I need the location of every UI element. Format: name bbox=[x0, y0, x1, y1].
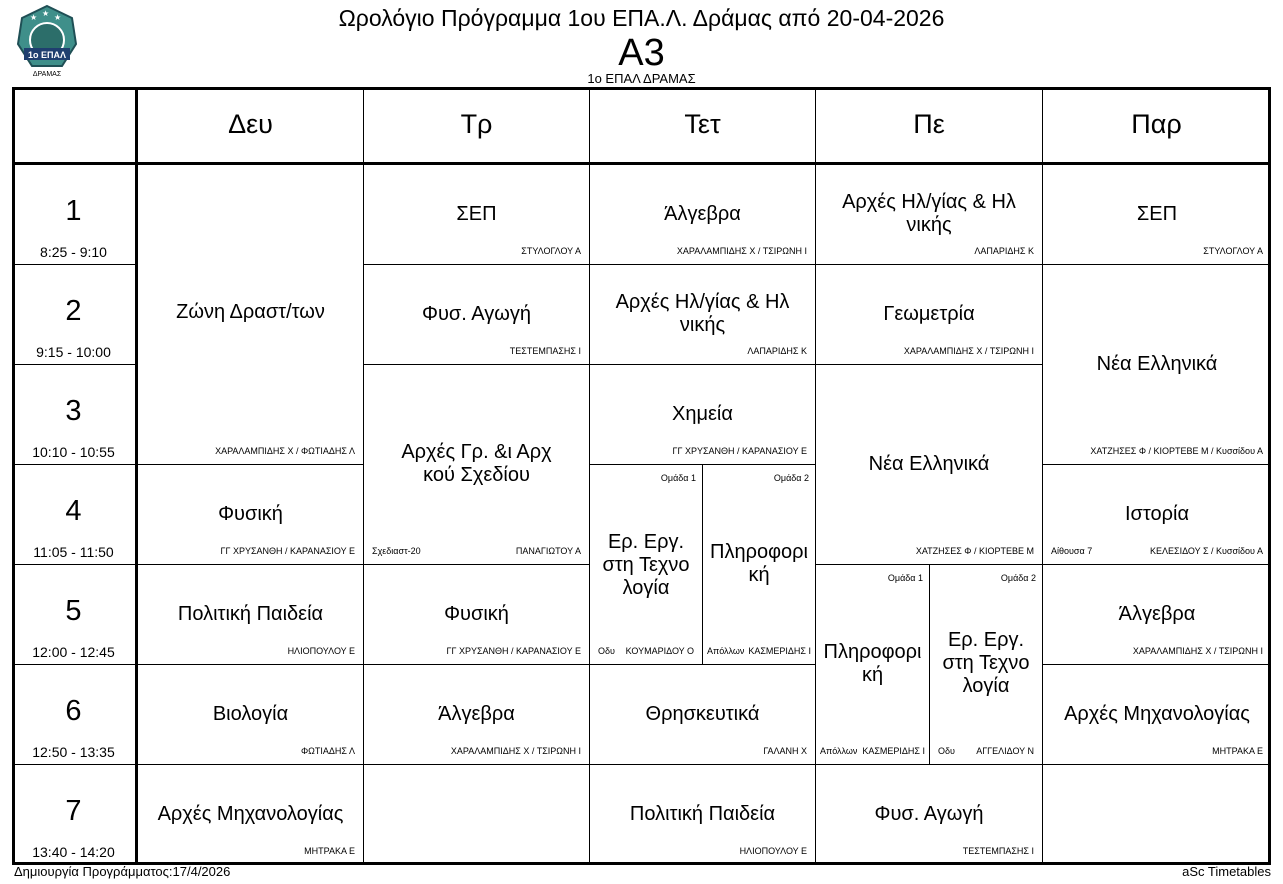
lesson-cell bbox=[364, 365, 590, 565]
timetable-grid bbox=[12, 87, 1271, 865]
lesson-teacher: ΧΑΤΖΗΣΕΣ Φ / ΚΙΟΡΤΕΒΕ Μ / Κυσσίδου Α bbox=[1090, 446, 1263, 456]
lesson-cell bbox=[364, 665, 590, 765]
lesson-subject: Φυσική bbox=[444, 603, 509, 625]
lesson-room: Οδυ bbox=[938, 746, 955, 756]
lesson-cell bbox=[138, 165, 364, 465]
lesson-teacher: ΛΑΠΑΡΙΔΗΣ Κ bbox=[747, 346, 807, 356]
lesson-subject: Φυσική bbox=[218, 503, 283, 525]
logo-text: 1ο ΕΠΑΛ bbox=[27, 50, 67, 60]
lesson-cell bbox=[590, 165, 816, 265]
lesson-subject: Βιολογία bbox=[212, 703, 289, 725]
day-header-wed: Τετ bbox=[590, 87, 816, 165]
lesson-cell bbox=[364, 165, 590, 265]
school-name: 1ο ΕΠΑΛ ΔΡΑΜΑΣ bbox=[587, 71, 696, 86]
lesson-teacher: ΣΤΥΛΟΓΛΟΥ Α bbox=[1203, 246, 1263, 256]
period-number: 2 bbox=[65, 295, 82, 327]
lesson-teacher: ΧΑΡΑΛΑΜΠΙΔΗΣ Χ / ΤΣΙΡΩΝΗ Ι bbox=[676, 246, 807, 256]
lesson-subject: Αρχές Μηχανολογίας bbox=[1064, 703, 1250, 725]
lesson-subject: Άλγεβρα bbox=[664, 203, 741, 225]
lesson-teacher: ΧΑΤΖΗΣΕΣ Φ / ΚΙΟΡΤΕΒΕ Μ bbox=[915, 546, 1034, 556]
day-header-tue: Τρ bbox=[364, 87, 590, 165]
lesson-teacher: ΧΑΡΑΛΑΜΠΙΔΗΣ Χ / ΤΣΙΡΩΝΗ Ι bbox=[450, 746, 581, 756]
created-date: Δημιουργία Προγράμματος:17/4/2026 bbox=[14, 864, 231, 879]
class-name: Α3 bbox=[618, 32, 665, 74]
lesson-teacher: ΛΑΠΑΡΙΔΗΣ Κ bbox=[974, 246, 1034, 256]
period-number: 6 bbox=[65, 695, 82, 727]
lesson-room: Απόλλων bbox=[820, 746, 858, 756]
lesson-cell bbox=[816, 765, 1043, 865]
lesson-subject: ΣΕΠ bbox=[456, 203, 497, 225]
lesson-subject: Νέα Ελληνικά bbox=[868, 453, 990, 475]
lesson-subject: Αρχές Ηλ/γίας & Ηλ νικής bbox=[615, 291, 790, 336]
lesson-teacher: ΚΑΣΜΕΡΙΔΗΣ Ι bbox=[748, 646, 811, 656]
period-2 bbox=[12, 265, 138, 365]
lesson-cell bbox=[1043, 265, 1271, 465]
lesson-cell bbox=[1043, 665, 1271, 765]
lesson-cell bbox=[1043, 565, 1271, 665]
lesson-teacher: ΜΗΤΡΑΚΑ Ε bbox=[1212, 746, 1263, 756]
period-time: 11:05 - 11:50 bbox=[33, 544, 114, 560]
logo-subtext: ΔΡΑΜΑΣ bbox=[32, 71, 62, 78]
day-header-thu: Πε bbox=[816, 87, 1043, 165]
page-title: Ωρολόγιο Πρόγραμμα 1ου ΕΠΑ.Λ. Δράμας από 20-04-2026 bbox=[338, 5, 945, 31]
lesson-cell bbox=[138, 465, 364, 565]
period-number: 4 bbox=[65, 495, 82, 527]
period-4 bbox=[12, 465, 138, 565]
lesson-cell bbox=[590, 265, 816, 365]
lesson-cell bbox=[590, 365, 816, 465]
group-label: Ομάδα 2 bbox=[1000, 573, 1036, 583]
lesson-cell bbox=[816, 165, 1043, 265]
lesson-cell bbox=[590, 765, 816, 865]
period-3 bbox=[12, 365, 138, 465]
period-5 bbox=[12, 565, 138, 665]
lesson-room: Σχεδιαστ-20 bbox=[372, 546, 421, 556]
lesson-subject: Αρχές Μηχανολογίας bbox=[157, 803, 344, 825]
period-number: 5 bbox=[65, 595, 82, 627]
lesson-subject: Άλγεβρα bbox=[1118, 603, 1196, 625]
group-label: Ομάδα 1 bbox=[887, 573, 923, 583]
lesson-teacher: ΓΓ ΧΡΥΣΑΝΘΗ / ΚΑΡΑΝΑΣΙΟΥ Ε bbox=[220, 546, 355, 556]
lesson-cell bbox=[816, 265, 1043, 365]
lesson-cell bbox=[816, 365, 1043, 565]
lesson-teacher: ΧΑΡΑΛΑΜΠΙΔΗΣ Χ / ΦΩΤΙΑΔΗΣ Λ bbox=[215, 446, 355, 456]
lesson-teacher: ΧΑΡΑΛΑΜΠΙΔΗΣ Χ / ΤΣΙΡΩΝΗ Ι bbox=[1132, 646, 1263, 656]
lesson-teacher: ΦΩΤΙΑΔΗΣ Λ bbox=[301, 746, 355, 756]
lesson-teacher: ΚΟΥΜΑΡΙΔΟΥ Ο bbox=[625, 646, 694, 656]
period-1 bbox=[12, 165, 138, 265]
svg-text:★: ★ bbox=[42, 9, 50, 18]
lesson-room: Οδυ bbox=[598, 646, 615, 656]
lesson-room: Αίθουσα 7 bbox=[1051, 546, 1093, 556]
generator-credit: aSc Timetables bbox=[1182, 864, 1271, 879]
svg-text:★: ★ bbox=[54, 13, 62, 22]
empty-cell bbox=[1043, 765, 1271, 865]
lesson-subject: Γεωμετρία bbox=[883, 303, 975, 325]
lesson-teacher: ΓΓ ΧΡΥΣΑΝΘΗ / ΚΑΡΑΝΑΣΙΟΥ Ε bbox=[446, 646, 581, 656]
lesson-subject: Πληροφορι κή bbox=[710, 541, 808, 586]
day-header-mon: Δευ bbox=[138, 87, 364, 165]
period-number: 7 bbox=[65, 795, 82, 827]
lesson-subject: Άλγεβρα bbox=[438, 703, 515, 725]
lesson-subject: Ερ. Εργ. στη Τεχνο λογία bbox=[602, 531, 690, 599]
lesson-cell bbox=[138, 765, 364, 865]
period-time: 12:50 - 13:35 bbox=[32, 744, 115, 760]
lesson-teacher: ΗΛΙΟΠΟΥΛΟΥ Ε bbox=[739, 846, 807, 856]
group-lesson-cell bbox=[930, 565, 1043, 765]
lesson-cell bbox=[138, 565, 364, 665]
period-time: 8:25 - 9:10 bbox=[40, 244, 107, 260]
lesson-cell bbox=[1043, 465, 1271, 565]
lesson-subject: Νέα Ελληνικά bbox=[1096, 353, 1218, 375]
period-number: 1 bbox=[65, 195, 82, 227]
lesson-subject: Πολιτική Παιδεία bbox=[177, 603, 324, 625]
day-header-fri: Παρ bbox=[1043, 87, 1271, 165]
lesson-teacher: ΚΑΣΜΕΡΙΔΗΣ Ι bbox=[862, 746, 925, 756]
lesson-subject: Πληροφορι κή bbox=[823, 641, 922, 686]
group-lesson-cell bbox=[816, 565, 930, 765]
period-6 bbox=[12, 665, 138, 765]
lesson-cell bbox=[1043, 165, 1271, 265]
lesson-teacher: ΤΕΣΤΕΜΠΑΣΗΣ Ι bbox=[509, 346, 581, 356]
period-time: 10:10 - 10:55 bbox=[32, 444, 115, 460]
lesson-cell bbox=[138, 665, 364, 765]
lesson-cell bbox=[364, 265, 590, 365]
lesson-room: Απόλλων bbox=[707, 646, 745, 656]
corner-cell bbox=[12, 87, 138, 165]
lesson-teacher: ΓΓ ΧΡΥΣΑΝΘΗ / ΚΑΡΑΝΑΣΙΟΥ Ε bbox=[672, 446, 807, 456]
lesson-subject: Πολιτική Παιδεία bbox=[629, 803, 776, 825]
svg-text:★: ★ bbox=[30, 13, 38, 22]
lesson-subject: Ζώνη Δραστ/των bbox=[176, 301, 325, 323]
group-label: Ομάδα 1 bbox=[660, 473, 696, 483]
lesson-subject: Φυσ. Αγωγή bbox=[422, 303, 531, 325]
lesson-teacher: ΧΑΡΑΛΑΜΠΙΔΗΣ Χ / ΤΣΙΡΩΝΗ Ι bbox=[903, 346, 1034, 356]
lesson-subject: ΣΕΠ bbox=[1136, 203, 1178, 225]
group-lesson-cell bbox=[703, 465, 816, 665]
group-lesson-cell bbox=[590, 465, 703, 665]
lesson-teacher: ΠΑΝΑΓΙΩΤΟΥ Α bbox=[515, 546, 581, 556]
lesson-teacher: ΜΗΤΡΑΚΑ Ε bbox=[304, 846, 355, 856]
period-time: 12:00 - 12:45 bbox=[32, 644, 115, 660]
lesson-subject: Χημεία bbox=[672, 403, 733, 425]
period-number: 3 bbox=[65, 395, 82, 427]
lesson-subject: Φυσ. Αγωγή bbox=[874, 803, 984, 825]
lesson-teacher: ΑΓΓΕΛΙΔΟΥ Ν bbox=[976, 746, 1034, 756]
lesson-subject: Ερ. Εργ. στη Τεχνο λογία bbox=[942, 629, 1030, 697]
lesson-subject: Θρησκευτικά bbox=[645, 703, 760, 725]
lesson-teacher: ΓΑΛΑΝΗ Χ bbox=[763, 746, 807, 756]
group-label: Ομάδα 2 bbox=[773, 473, 809, 483]
empty-cell bbox=[364, 765, 590, 865]
lesson-cell bbox=[590, 665, 816, 765]
lesson-teacher: ΤΕΣΤΕΜΠΑΣΗΣ Ι bbox=[962, 846, 1034, 856]
period-time: 13:40 - 14:20 bbox=[32, 844, 115, 860]
lesson-teacher: ΣΤΥΛΟΓΛΟΥ Α bbox=[521, 246, 581, 256]
lesson-subject: Ιστορία bbox=[1124, 503, 1190, 525]
lesson-subject: Αρχές Ηλ/γίας & Ηλ νικής bbox=[842, 191, 1016, 236]
period-7 bbox=[12, 765, 138, 865]
lesson-subject: Αρχές Γρ. &ι Αρχ κού Σχεδίου bbox=[401, 441, 552, 486]
period-time: 9:15 - 10:00 bbox=[36, 344, 111, 360]
lesson-cell bbox=[364, 565, 590, 665]
lesson-teacher: ΚΕΛΕΣΙΔΟΥ Σ / Κυσσίδου Α bbox=[1149, 546, 1263, 556]
lesson-teacher: ΗΛΙΟΠΟΥΛΟΥ Ε bbox=[287, 646, 355, 656]
